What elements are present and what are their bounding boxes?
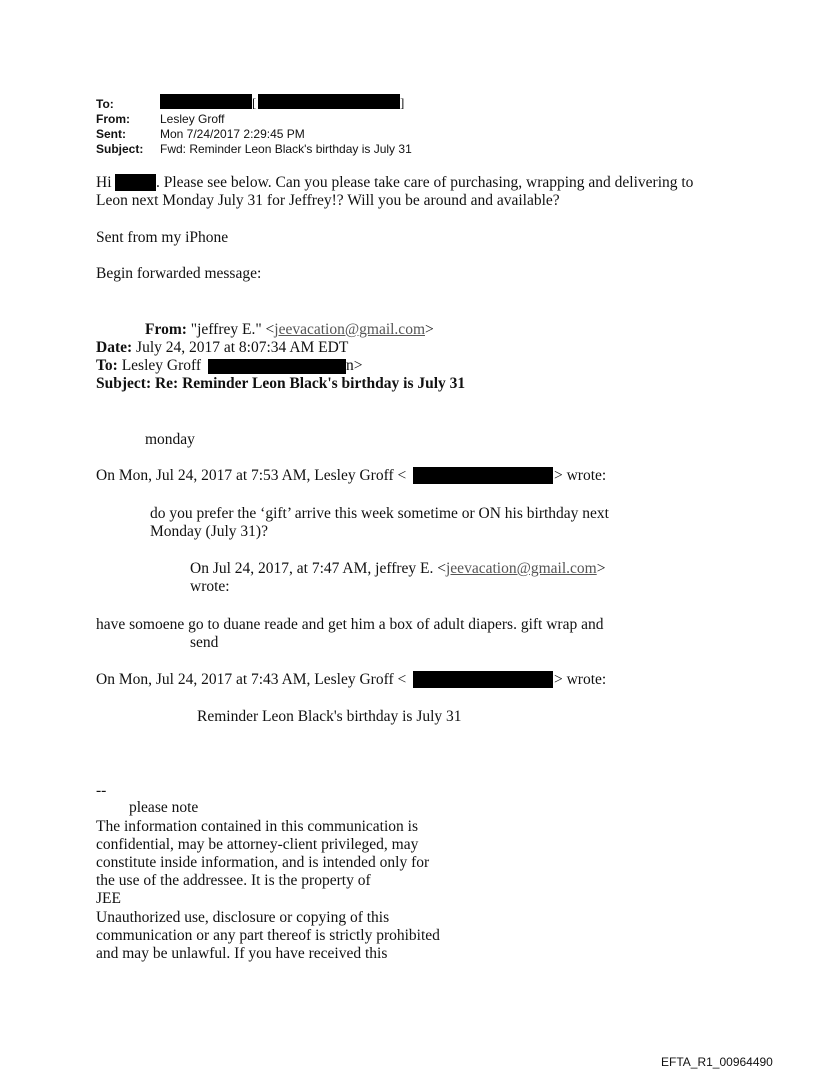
redaction-bar [258,94,400,109]
sent-from: Sent from my iPhone [96,229,229,246]
wrote-line-3-pre: On Mon, Jul 24, 2017 at 7:43 AM, Lesley Groff < [96,671,407,688]
to-bracket-open: [ [252,95,257,110]
reply-line-2: send [190,634,219,651]
greeting: Hi [96,174,112,191]
begin-forwarded: Begin forwarded message: [96,265,262,282]
redaction-bar [160,94,252,109]
disclaimer-line: confidential, may be attorney-client privileged, may [96,836,419,853]
wrote-line-3-post: > wrote: [554,671,607,688]
subject-label: Subject: [96,142,144,156]
to-bracket-close: ] [400,95,405,110]
wrote-line-2-cont: wrote: [190,578,230,595]
sent-value: Mon 7/24/2017 2:29:45 PM [160,127,305,141]
disclaimer-line: the use of the addressee. It is the property of [96,872,371,889]
reply-monday: monday [145,431,195,448]
signature-dashes: -- [96,782,107,799]
please-note: please note [129,799,199,816]
fwd-subject-label: Subject: [96,375,152,392]
from-label: From: [96,112,130,126]
fwd-from-close: > [425,321,434,338]
fwd-from-value: "jeffrey E." < [190,321,275,338]
wrote-line-2-pre: On Jul 24, 2017, at 7:47 AM, jeffrey E. < [190,560,446,577]
question-line-1: do you prefer the ‘gift’ arrive this week sometime or ON his birthday next [150,505,609,522]
redaction-bar [413,671,553,688]
fwd-to-line [96,357,201,375]
fwd-subject-line [96,375,465,393]
fwd-to-value: Lesley Groff [121,357,202,374]
fwd-to-label: To: [96,357,118,374]
fwd-date-label: Date: [96,339,133,356]
to-label: To: [96,97,114,111]
wrote-line-1-pre: On Mon, Jul 24, 2017 at 7:53 AM, Lesley Groff < [96,467,407,484]
fwd-date-line [96,339,348,357]
reply-line-1: have somoene go to duane reade and get him a box of adult diapers. gift wrap and [96,616,604,633]
page-id: EFTA_R1_00964490 [661,1055,773,1069]
disclaimer-line: The information contained in this communication is [96,818,418,835]
disclaimer-line: and may be unlawful. If you have received this [96,945,388,962]
reminder-line: Reminder Leon Black's birthday is July 31 [197,708,462,725]
redaction-bar [208,359,346,374]
fwd-from-email[interactable]: jeevacation@gmail.com [274,321,425,338]
subject-value: Fwd: Reminder Leon Black's birthday is July 31 [160,142,412,156]
wrote-line-2 [190,560,605,578]
fwd-from-line [145,321,434,339]
redaction-bar [115,174,156,191]
wrote-line-2-close: > [596,560,606,577]
fwd-date-value: July 24, 2017 at 8:07:34 AM EDT [136,339,349,356]
fwd-subject-value: Re: Reminder Leon Black's birthday is July 31 [154,375,466,392]
disclaimer-line: JEE [96,890,121,907]
wrote-line-1-post: > wrote: [554,467,607,484]
disclaimer-line: Unauthorized use, disclosure or copying of this [96,909,390,926]
fwd-from-label: From: [145,321,187,338]
from-value: Lesley Groff [160,112,225,126]
fwd-to-tail: n> [346,357,363,374]
body-line-1: . Please see below. Can you please take care of purchasing, wrapping and delivering to [156,174,694,191]
disclaimer-line: communication or any part thereof is strictly prohibited [96,927,440,944]
disclaimer-line: constitute inside information, and is intended only for [96,854,430,871]
redaction-bar [413,467,553,484]
sent-label: Sent: [96,127,126,141]
question-line-2: Monday (July 31)? [150,523,268,540]
body-line-2: Leon next Monday July 31 for Jeffrey!? Will you be around and available? [96,192,560,209]
wrote-line-2-email[interactable]: jeevacation@gmail.com [446,560,597,577]
